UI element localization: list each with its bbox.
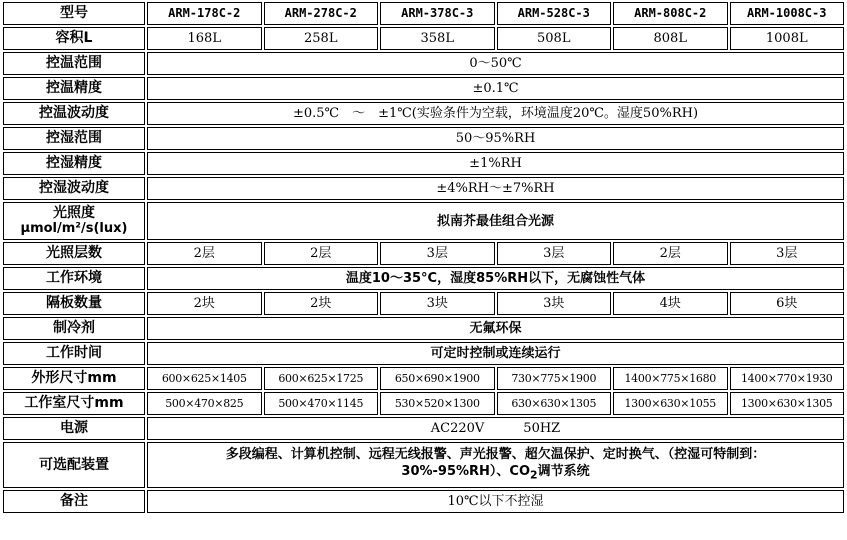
outer-dims-row <box>3 367 844 390</box>
chamber-dims-label: 工作室尺寸mm <box>3 392 145 415</box>
remarks-row <box>3 490 844 513</box>
illuminance-row <box>3 202 844 240</box>
humidity-range-row <box>3 127 844 150</box>
temp-range-value: 0～50℃ <box>147 52 844 75</box>
temp-accuracy-label: 控温精度 <box>3 77 145 100</box>
shelves-row <box>3 292 844 315</box>
capacity-cell: 258L <box>264 27 379 50</box>
options-line1: 多段编程、计算机控制、远程无线报警、声光报警、超欠温保护、定时换气、（控湿可特制到： <box>225 447 766 463</box>
humidity-fluctuation-row <box>3 177 844 200</box>
temp-fluctuation-value: ±0.5℃ ～ ±1℃(实验条件为空载，环境温度20℃。湿度50%RH) <box>147 102 844 125</box>
capacity-cell: 1008L <box>730 27 845 50</box>
model-cell: ARM-528C-3 <box>497 2 612 25</box>
capacity-cell: 358L <box>380 27 495 50</box>
chamber-dims-cell: 500×470×825 <box>147 392 262 415</box>
power-label: 电源 <box>3 417 145 440</box>
working-env-value: 温度10～35°C，湿度85%RH以下，无腐蚀性气体 <box>147 267 844 290</box>
remarks-value: 10℃以下不控湿 <box>147 490 844 513</box>
model-row <box>3 2 844 25</box>
working-time-value: 可定时控制或连续运行 <box>147 342 844 365</box>
chamber-dims-cell: 1300×630×1055 <box>613 392 728 415</box>
model-label: 型号 <box>3 2 145 25</box>
light-layers-cell: 3层 <box>497 242 612 265</box>
light-layers-row <box>3 242 844 265</box>
outer-dims-cell: 730×775×1900 <box>497 367 612 390</box>
refrigerant-label: 制冷剂 <box>3 317 145 340</box>
spec-table <box>1 0 846 515</box>
working-time-row <box>3 342 844 365</box>
temp-accuracy-value: ±0.1℃ <box>147 77 844 100</box>
illuminance-value: 拟南芥最佳组合光源 <box>147 202 844 240</box>
shelves-cell: 2块 <box>264 292 379 315</box>
working-env-row <box>3 267 844 290</box>
options-line2 <box>154 463 837 484</box>
chamber-dims-cell: 630×630×1305 <box>497 392 612 415</box>
working-time-label: 工作时间 <box>3 342 145 365</box>
temp-range-label: 控温范围 <box>3 52 145 75</box>
power-value: AC220V 50HZ <box>147 417 844 440</box>
humidity-fluctuation-value: ±4%RH～±7%RH <box>147 177 844 200</box>
outer-dims-cell: 600×625×1725 <box>264 367 379 390</box>
model-cell: ARM-178C-2 <box>147 2 262 25</box>
humidity-range-value: 50～95%RH <box>147 127 844 150</box>
chamber-dims-cell: 500×470×1145 <box>264 392 379 415</box>
options-line2-a: 30%-95%RH）、CO <box>401 464 531 480</box>
temp-fluctuation-row <box>3 102 844 125</box>
refrigerant-value: 无氟环保 <box>147 317 844 340</box>
remarks-label: 备注 <box>3 490 145 513</box>
options-label: 可选配装置 <box>3 442 145 488</box>
capacity-label: 容积L <box>3 27 145 50</box>
shelves-cell: 3块 <box>497 292 612 315</box>
temp-accuracy-row <box>3 77 844 100</box>
shelves-cell: 4块 <box>613 292 728 315</box>
power-row <box>3 417 844 440</box>
model-cell: ARM-808C-2 <box>613 2 728 25</box>
capacity-cell: 808L <box>613 27 728 50</box>
capacity-cell: 508L <box>497 27 612 50</box>
outer-dims-cell: 1400×775×1680 <box>613 367 728 390</box>
shelves-label: 隔板数量 <box>3 292 145 315</box>
light-layers-label: 光照层数 <box>3 242 145 265</box>
light-layers-cell: 2层 <box>264 242 379 265</box>
outer-dims-cell: 1400×770×1930 <box>730 367 845 390</box>
light-layers-cell: 3层 <box>730 242 845 265</box>
illuminance-label <box>3 202 145 240</box>
model-cell: ARM-278C-2 <box>264 2 379 25</box>
co2-subscript: 2 <box>530 468 538 482</box>
model-cell: ARM-1008C-3 <box>730 2 845 25</box>
chamber-dims-row <box>3 392 844 415</box>
humidity-range-label: 控湿范围 <box>3 127 145 150</box>
illuminance-label-line2: μmol/m²/s(lux) <box>20 221 128 236</box>
outer-dims-label: 外形尺寸mm <box>3 367 145 390</box>
options-line2-b: 调节系统 <box>537 464 590 480</box>
chamber-dims-cell: 530×520×1300 <box>380 392 495 415</box>
light-layers-cell: 2层 <box>613 242 728 265</box>
shelves-cell: 2块 <box>147 292 262 315</box>
temp-fluctuation-label: 控温波动度 <box>3 102 145 125</box>
options-row <box>3 442 844 488</box>
temp-range-row <box>3 52 844 75</box>
light-layers-cell: 2层 <box>147 242 262 265</box>
humidity-accuracy-label: 控湿精度 <box>3 152 145 175</box>
humidity-fluctuation-label: 控湿波动度 <box>3 177 145 200</box>
capacity-cell: 168L <box>147 27 262 50</box>
humidity-accuracy-value: ±1%RH <box>147 152 844 175</box>
refrigerant-row <box>3 317 844 340</box>
outer-dims-cell: 650×690×1900 <box>380 367 495 390</box>
model-cell: ARM-378C-3 <box>380 2 495 25</box>
shelves-cell: 6块 <box>730 292 845 315</box>
outer-dims-cell: 600×625×1405 <box>147 367 262 390</box>
chamber-dims-cell: 1300×630×1305 <box>730 392 845 415</box>
capacity-row <box>3 27 844 50</box>
options-value <box>147 442 844 488</box>
shelves-cell: 3块 <box>380 292 495 315</box>
working-env-label: 工作环境 <box>3 267 145 290</box>
humidity-accuracy-row <box>3 152 844 175</box>
illuminance-label-line1: 光照度 <box>53 205 95 221</box>
light-layers-cell: 3层 <box>380 242 495 265</box>
